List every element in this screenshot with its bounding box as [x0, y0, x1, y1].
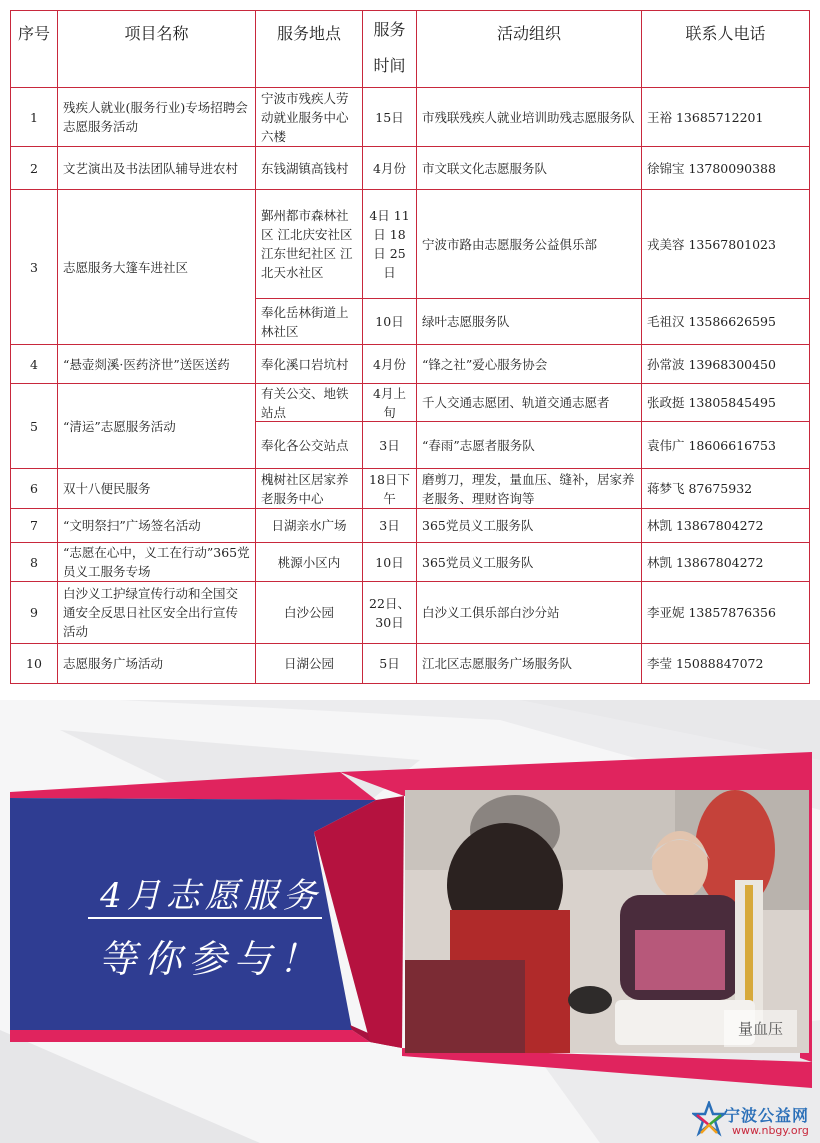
logo-url: www.nbgy.org [732, 1124, 809, 1137]
table-row [11, 384, 810, 469]
cell-time [363, 190, 417, 345]
cell-place [256, 190, 363, 345]
cell-contact: 李亚妮 13857876356 [642, 582, 810, 644]
cell-place: 桃源小区内 [256, 543, 363, 582]
cell-contact [642, 384, 810, 469]
cell-place: 白沙公园 [256, 582, 363, 644]
logo-name: 宁波公益网 [724, 1106, 810, 1125]
cell-number: 5 [11, 384, 58, 469]
banner-title-line1: 4月志愿服务 [100, 876, 322, 916]
cell-project-name: “文明祭扫”广场签名活动 [58, 509, 256, 543]
table-row [11, 147, 810, 190]
cell-organization: 365党员义工服务队 [417, 509, 642, 543]
cell-time: 4月份 [363, 147, 417, 190]
cell-place-entry: 奉化各公交站点 [256, 421, 362, 468]
volunteer-schedule-table [10, 10, 810, 684]
table-row [11, 345, 810, 384]
cell-place-entry: 有关公交、地铁站点 [261, 385, 349, 420]
cell-organization-entry: “春雨”志愿者服务队 [417, 421, 641, 468]
cell-number: 10 [11, 644, 58, 684]
cell-time-entry: 3日 [363, 421, 416, 468]
header-project: 项目名称 [58, 11, 256, 88]
cell-contact-entry: 张政挺 13805845495 [647, 395, 776, 410]
cell-time-entry: 4月上旬 [373, 385, 406, 420]
cell-time: 15日 [363, 88, 417, 147]
cell-contact-entry: 毛祖汉 13586626595 [642, 298, 809, 344]
cell-time-entry: 4日 11日 18日 25日 [369, 208, 410, 280]
header-place: 服务地点 [256, 11, 363, 88]
site-logo[interactable] [692, 1101, 817, 1141]
cell-place [256, 384, 363, 469]
cell-project-name: 志愿服务广场活动 [58, 644, 256, 684]
cell-contact: 孙常波 13968300450 [642, 345, 810, 384]
table-row [11, 509, 810, 543]
cell-organization-entry: 宁波市路由志愿服务公益俱乐部 [422, 236, 598, 252]
header-org: 活动组织 [417, 11, 642, 88]
cell-place-entry: 奉化岳林街道上林社区 [256, 298, 362, 344]
header-contact: 联系人电话 [642, 11, 810, 88]
photo-caption: 量血压 [724, 1010, 797, 1047]
cell-contact-entry: 袁伟广 18606616753 [642, 421, 809, 468]
cell-place: 日湖公园 [256, 644, 363, 684]
cell-contact: 徐锦宝 13780090388 [642, 147, 810, 190]
promo-banner [0, 700, 820, 1143]
cell-place-entry: 鄞州都市森林社区 江北庆安社区 江东世纪社区 江北天水社区 [261, 208, 353, 280]
cell-time: 10日 [363, 543, 417, 582]
cell-time [363, 384, 417, 469]
cell-organization: “锋之社”爱心服务协会 [417, 345, 642, 384]
banner-title-line2: 等你参与！ [98, 937, 324, 981]
cell-place: 东钱湖镇高钱村 [256, 147, 363, 190]
star-logo-icon [692, 1101, 726, 1139]
cell-place: 奉化溪口岩坑村 [256, 345, 363, 384]
cell-time: 18日下午 [363, 469, 417, 509]
cell-number: 8 [11, 543, 58, 582]
banner-title-divider [88, 917, 322, 919]
cell-contact-entry: 戎美容 13567801023 [647, 236, 776, 252]
cell-contact: 李莹 15088847072 [642, 644, 810, 684]
table-row [11, 88, 810, 147]
cell-number: 3 [11, 190, 58, 345]
table-row [11, 644, 810, 684]
cell-organization-entry: 绿叶志愿服务队 [417, 298, 641, 344]
cell-number: 6 [11, 469, 58, 509]
cell-place: 槐树社区居家养老服务中心 [256, 469, 363, 509]
cell-organization: 白沙义工俱乐部白沙分站 [417, 582, 642, 644]
cell-contact: 蒋梦飞 87675932 [642, 469, 810, 509]
cell-organization: 磨剪刀，理发，量血压、缝补，居家养老服务、理财咨询等 [417, 469, 642, 509]
table-row [11, 469, 810, 509]
cell-number: 4 [11, 345, 58, 384]
cell-project-name: “清运”志愿服务活动 [58, 384, 256, 469]
cell-time-entry: 10日 [363, 298, 416, 344]
cell-project-name: “悬壶剡溪·医药济世”送医送药 [58, 345, 256, 384]
cell-project-name: 白沙义工护绿宣传行动和全国交通安全反思日社区安全出行宣传活动 [58, 582, 256, 644]
cell-time: 5日 [363, 644, 417, 684]
header-time: 服务时间 [363, 11, 417, 88]
cell-organization-entry: 千人交通志愿团、轨道交通志愿者 [422, 395, 610, 410]
cell-number: 1 [11, 88, 58, 147]
cell-contact [642, 190, 810, 345]
cell-organization: 市文联文化志愿服务队 [417, 147, 642, 190]
cell-organization [417, 190, 642, 345]
cell-project-name: 双十八便民服务 [58, 469, 256, 509]
cell-organization: 江北区志愿服务广场服务队 [417, 644, 642, 684]
cell-project-name: 残疾人就业(服务行业)专场招聘会志愿服务活动 [58, 88, 256, 147]
cell-time: 3日 [363, 509, 417, 543]
cell-place: 日湖亲水广场 [256, 509, 363, 543]
cell-project-name: “志愿在心中，义工在行动”365党员义工服务专场 [58, 543, 256, 582]
cell-place: 宁波市残疾人劳动就业服务中心六楼 [256, 88, 363, 147]
cell-organization [417, 384, 642, 469]
table-row [11, 543, 810, 582]
cell-number: 7 [11, 509, 58, 543]
cell-contact: 王裕 13685712201 [642, 88, 810, 147]
cell-number: 2 [11, 147, 58, 190]
table-row [11, 582, 810, 644]
cell-project-name: 文艺演出及书法团队辅导进农村 [58, 147, 256, 190]
cell-time: 22日、30日 [363, 582, 417, 644]
table-row [11, 190, 810, 345]
table-header-row [11, 11, 810, 88]
cell-number: 9 [11, 582, 58, 644]
cell-project-name: 志愿服务大篷车进社区 [58, 190, 256, 345]
cell-contact: 林凯 13867804272 [642, 509, 810, 543]
cell-organization: 市残联残疾人就业培训助残志愿服务队 [417, 88, 642, 147]
header-no: 序号 [11, 11, 58, 88]
cell-organization: 365党员义工服务队 [417, 543, 642, 582]
volunteer-photo [405, 790, 809, 1053]
cell-time: 4月份 [363, 345, 417, 384]
cell-contact: 林凯 13867804272 [642, 543, 810, 582]
